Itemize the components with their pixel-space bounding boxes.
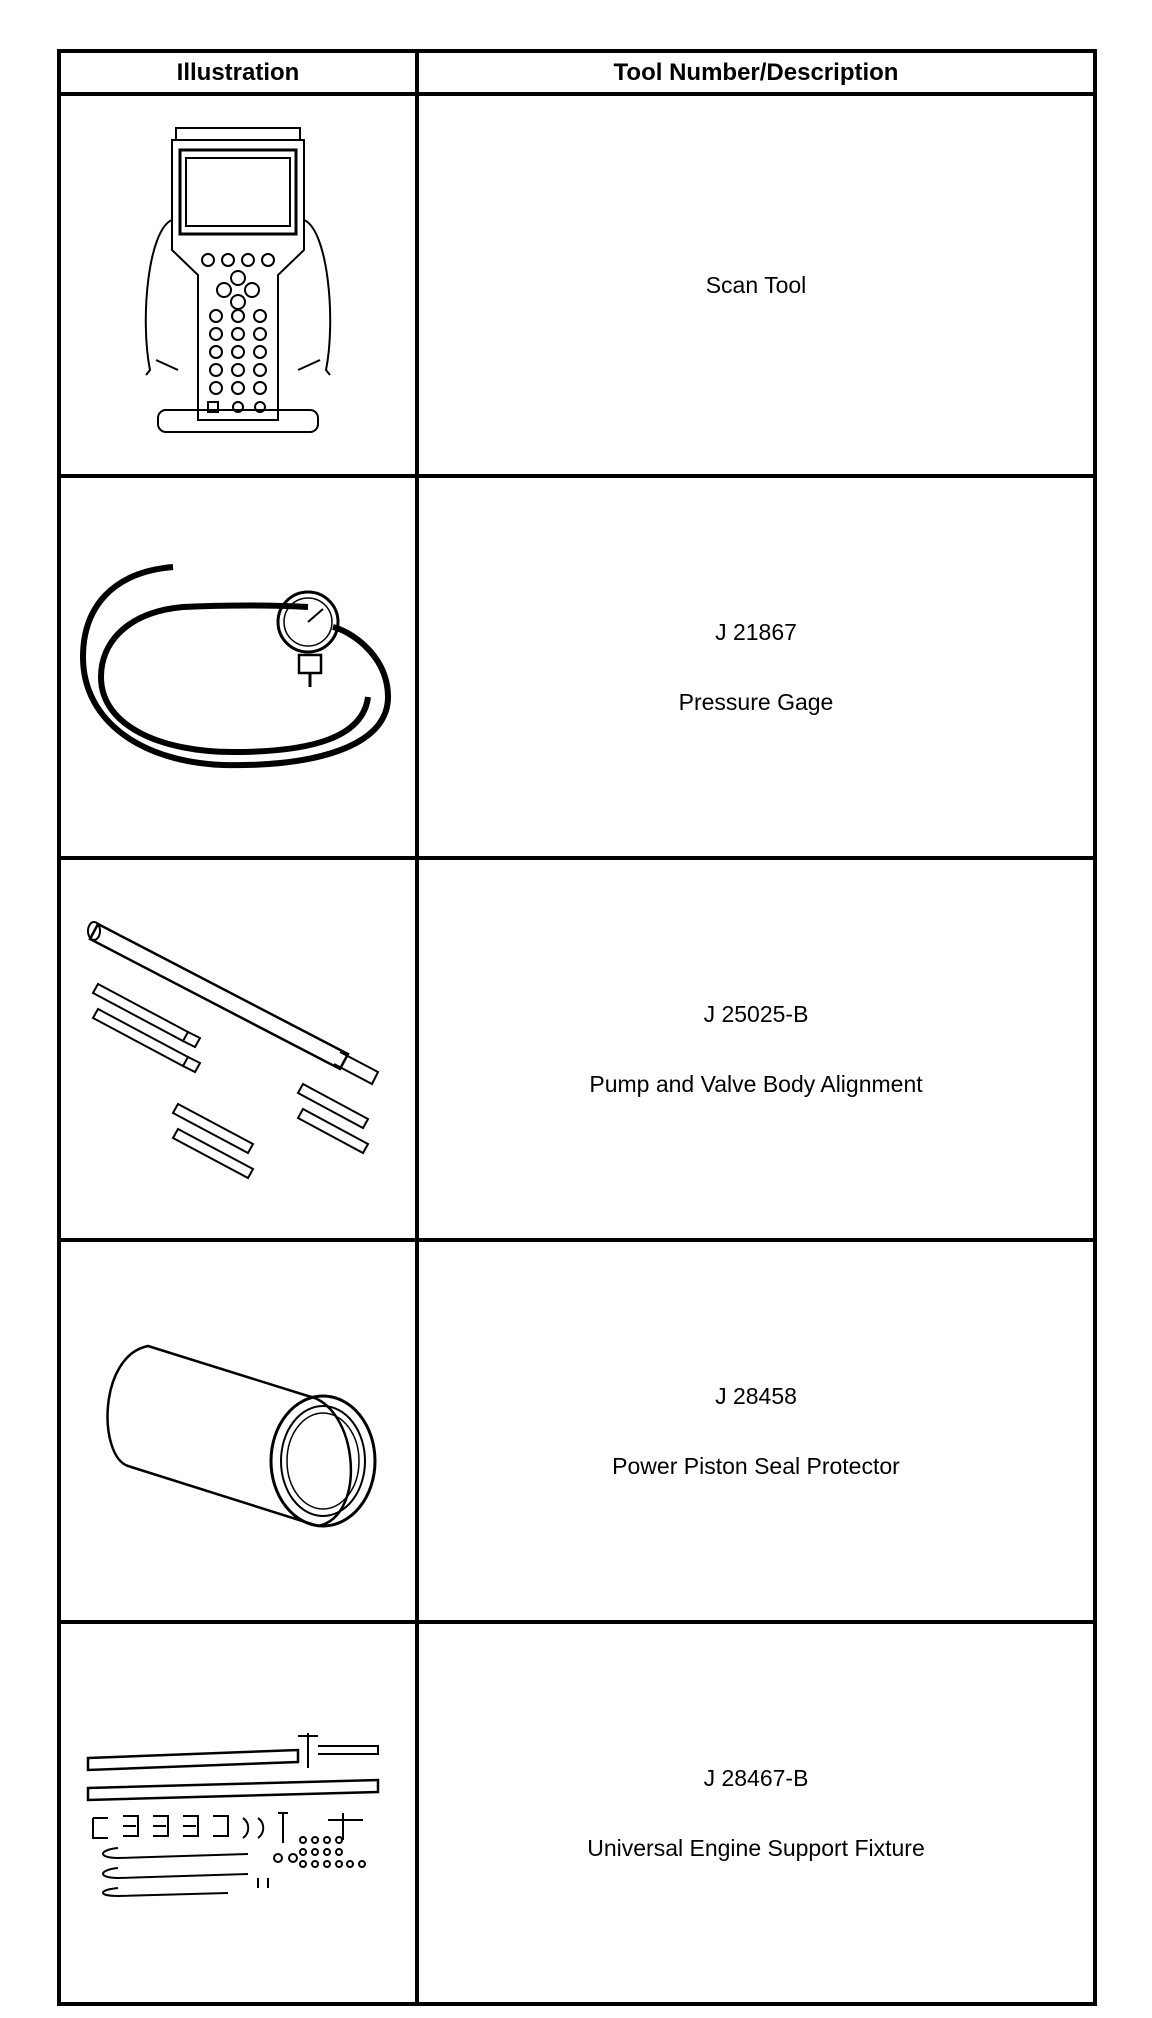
tool-number: J 21867: [715, 619, 797, 645]
tool-number: J 28458: [715, 1383, 797, 1409]
table-header-row: [59, 51, 1095, 94]
table-row: [59, 94, 1095, 476]
table-row: [59, 858, 1095, 1240]
seal-protector-icon: [88, 1316, 388, 1546]
tool-cell: [417, 476, 1095, 858]
illustration-cell: [59, 858, 417, 1240]
pressure-gage-icon: [73, 547, 403, 787]
tool-description: Pressure Gage: [678, 689, 834, 715]
alignment-pins-icon: [78, 904, 398, 1194]
illustration-cell: [59, 1240, 417, 1622]
tool-description: Universal Engine Support Fixture: [587, 1835, 925, 1861]
illustration-cell: [59, 476, 417, 858]
tool-number: J 28467-B: [703, 1765, 809, 1791]
header-tool-description: Tool Number/Description: [417, 51, 1095, 94]
table-row: [59, 1622, 1095, 2004]
tool-number: J 25025-B: [703, 1001, 809, 1027]
tool-description: Pump and Valve Body Alignment: [589, 1071, 923, 1097]
tool-cell: [417, 1622, 1095, 2004]
table-row: [59, 1240, 1095, 1622]
tool-cell: [417, 1240, 1095, 1622]
header-illustration: Illustration: [59, 51, 417, 94]
illustration-cell: [59, 1622, 417, 2004]
tool-description: Scan Tool: [705, 272, 807, 298]
illustration-cell: [59, 94, 417, 476]
tool-cell: [417, 94, 1095, 476]
engine-support-fixture-icon: [78, 1728, 398, 1898]
tool-description: Power Piston Seal Protector: [612, 1453, 900, 1479]
tool-cell: [417, 858, 1095, 1240]
tool-table: [57, 49, 1097, 2006]
table-row: [59, 476, 1095, 858]
scan-tool-icon: [138, 120, 338, 450]
